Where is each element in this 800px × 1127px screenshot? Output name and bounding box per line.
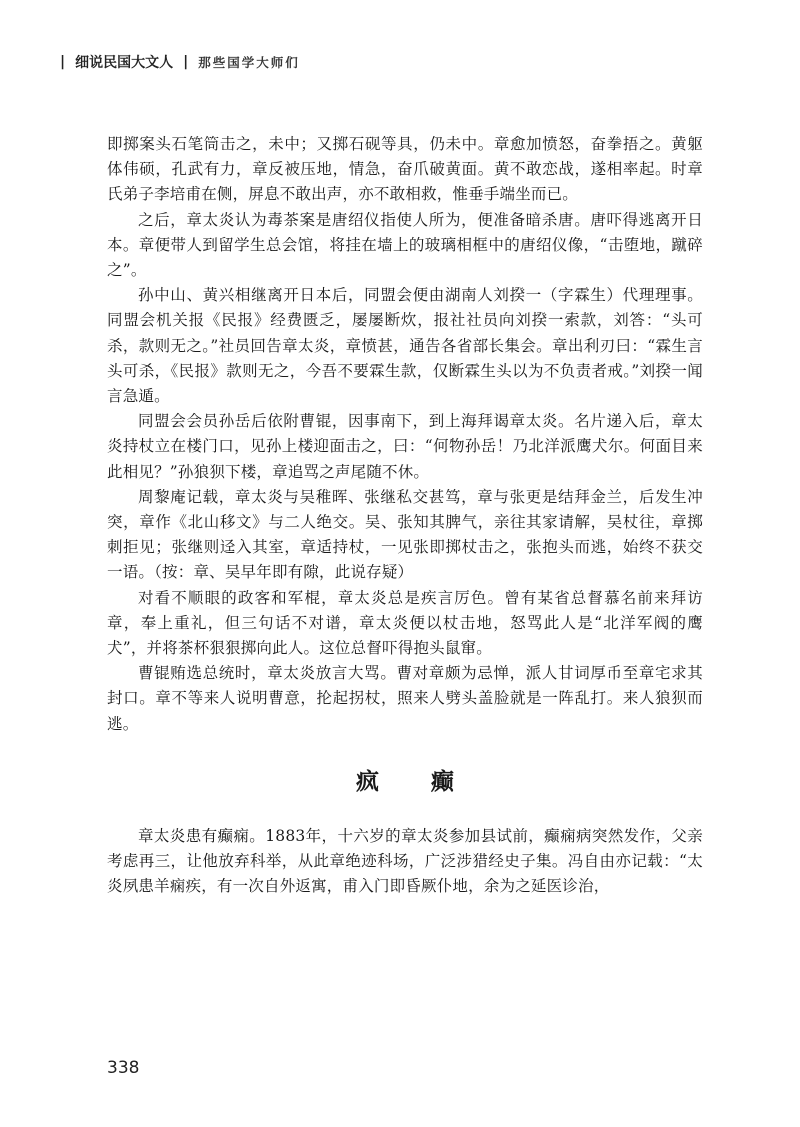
header-left-bar: | bbox=[60, 54, 66, 70]
paragraph: 章太炎患有癫痫。1883年，十六岁的章太炎参加县试前，癫痫病突然发作，父亲考虑再三，让他放弃科举，从此章绝迹科场，广泛涉猎经史子集。冯自由亦记载：“太炎夙患羊痫疾，有一次自外返寓，甫入门即昏厥仆地，余为之延医诊治， bbox=[107, 826, 703, 896]
body-text bbox=[107, 132, 703, 899]
header-separator: | bbox=[183, 54, 189, 70]
paragraph: 周黎庵记载，章太炎与吴稚晖、张继私交甚笃，章与张更是结拜金兰，后发生冲突，章作《北山移文》与二人绝交。吴、张知其脾气，亲往其家请解，吴杖往，章掷刺拒见；张继则迳入其室，章适持杖，一见张即掷杖击之，张抱头而逃，始终不获交一语。（按：章、吴早年即有隙，此说存疑） bbox=[107, 487, 703, 582]
paragraph: 即掷案头石笔筒击之，未中；又掷石砚等具，仍未中。章愈加愤怒，奋拳捂之。黄躯体伟硕，孔武有力，章反被压地，情急，奋爪破黄面。黄不敢恋战，遂相率起。时章氏弟子李培甫在侧，屏息不敢出声，亦不敢相救，惟垂手端坐而已。 bbox=[107, 135, 703, 204]
paragraph: 孙中山、黄兴相继离开日本后，同盟会便由湖南人刘揆一（字霖生）代理理事。同盟会机关报《民报》经费匮乏，屡屡断炊，报社社员向刘揆一索款，刘答：“头可杀，款则无之。”社员回告章太炎，章愤甚，通告各省部长集会。章出利刃曰：“霖生言头可杀，《民报》款则无之，今吾不要霖生款，仅断霖生头以为不负责者戒。”刘揆一闻言急遁。 bbox=[107, 286, 703, 406]
paragraph: 同盟会会员孙岳后依附曹锟，因事南下，到上海拜谒章太炎。名片递入后，章太炎持杖立在楼门口，见孙上楼迎面击之，曰：“何物孙岳！乃北洋派鹰犬尔。何面目来此相见？”孙狼狈下楼，章追骂之声尾随不休。 bbox=[107, 412, 703, 481]
paragraph: 曹锟贿选总统时，章太炎放言大骂。曹对章颇为忌惮，派人甘词厚币至章宅求其封口。章不等来人说明曹意，抡起拐杖，照来人劈头盖脸就是一阵乱打。来人狼狈而逃。 bbox=[107, 664, 703, 733]
page-number: 338 bbox=[107, 1058, 140, 1078]
book-subtitle: 那些国学大师们 bbox=[198, 55, 300, 70]
paragraph: 对看不顺眼的政客和军棍，章太炎总是疾言厉色。曾有某省总督慕名前来拜访章，奉上重礼，但三句话不对谱，章太炎便以杖击地，怒骂此人是“北洋军阀的鹰犬”，并将茶杯狠狠掷向此人。这位总督吓得抱头鼠窜。 bbox=[107, 588, 703, 658]
book-title: 细说民国大文人 bbox=[75, 55, 174, 71]
running-header bbox=[60, 52, 300, 72]
paragraph: 之后，章太炎认为毒茶案是唐绍仪指使人所为，便准备暗杀唐。唐吓得逃离开日本。章便带人到留学生总会馆，将挂在墙上的玻璃相框中的唐绍仪像，“击堕地，蹴碎之”。 bbox=[107, 210, 703, 280]
section-title: 疯 癫 bbox=[355, 768, 476, 795]
